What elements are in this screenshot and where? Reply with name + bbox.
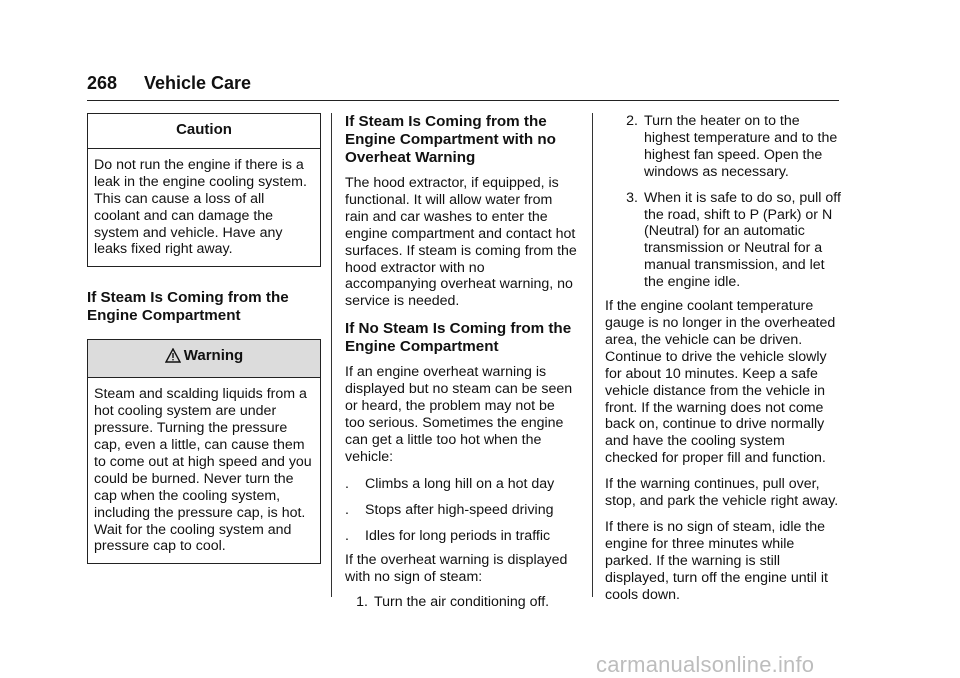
- bullet-marker: .: [345, 527, 349, 544]
- step-item: 3. When it is safe to do so, pull off the road, shift to P (Park) or N (Neutral) for an automatic transmission or Neutral for a manual transmission, and let the engine idle.: [626, 189, 841, 291]
- column-divider: [331, 113, 332, 597]
- paragraph: The hood extractor, if equipped, is functional. It will allow water from rain and car washes to enter the engine compartment and contact hot surfaces. If steam is coming from the hood extractor with no accompanying overheat warning, no service is needed.: [345, 175, 577, 310]
- paragraph: If there is no sign of steam, idle the engine for three minutes while parked. If the warning is still displayed, turn off the engine until it cools down.: [605, 518, 828, 603]
- column-divider: [592, 113, 593, 597]
- caution-text: Do not run the engine if there is a leak in the engine cooling system. This can cause a loss of all coolant and can damage the system and vehicle. Have any leaks fixed right away.: [94, 156, 307, 258]
- step-item: 2. Turn the heater on to the highest temperature and to the highest fan speed. Open the windows as necessary.: [626, 113, 838, 180]
- page-header: [87, 70, 839, 101]
- caution-box: [87, 113, 321, 267]
- bullet-marker: .: [345, 501, 349, 518]
- list-item: . Climbs a long hill on a hot day: [345, 475, 555, 492]
- section-heading-steam-no-warning: If Steam Is Coming from the Engine Compartment with no Overheat Warning: [345, 113, 556, 166]
- warning-box: [87, 339, 321, 564]
- list-item: . Idles for long periods in traffic: [345, 527, 551, 544]
- column-3: [605, 113, 841, 603]
- paragraph: If the overheat warning is displayed with no sign of steam:: [345, 552, 568, 586]
- section-heading-no-steam: If No Steam Is Coming from the Engine Compartment: [345, 320, 572, 356]
- warning-text: Steam and scalding liquids from a hot cooling system are under pressure. Turning the pressure cap, even a little, can cause them to come out at high speed and you could be burned. Never turn the cap when the cooling system, including the pressure cap, is hot. Wait for the cooling system and pressure cap to cool.: [94, 386, 312, 555]
- column-1: [87, 113, 321, 564]
- caution-title: Caution: [88, 114, 320, 149]
- paragraph: If the engine coolant temperature gauge is no longer in the overheated area, the vehicle can be driven. Continue to drive the vehicle slowly for about 10 minutes. Keep a safe vehicle distance from the vehicle in front. If the warning does not come back on, continue to drive normally and have the cooling system checked for proper fill and function.: [605, 298, 836, 467]
- step-item: 1. Turn the air conditioning off.: [356, 594, 550, 611]
- warning-header: [88, 340, 320, 378]
- paragraph: If an engine overheat warning is displayed but no steam can be seen or heard, the problem may not be too serious. Sometimes the engine can get a little too hot when the vehicle:: [345, 364, 573, 465]
- page-number: 268: [87, 73, 118, 93]
- section-heading-steam: If Steam Is Coming from the Engine Compartment: [87, 289, 289, 325]
- warning-title: Warning: [183, 347, 244, 365]
- page-title: Vehicle Care: [144, 73, 252, 93]
- list-item: . Stops after high-speed driving: [345, 501, 554, 518]
- bullet-marker: .: [345, 475, 349, 492]
- paragraph: If the warning continues, pull over, stop, and park the vehicle right away.: [605, 476, 839, 510]
- warning-triangle-icon: [165, 348, 181, 368]
- column-2: [345, 113, 577, 611]
- watermark: carmanualsonline.info: [596, 652, 815, 677]
